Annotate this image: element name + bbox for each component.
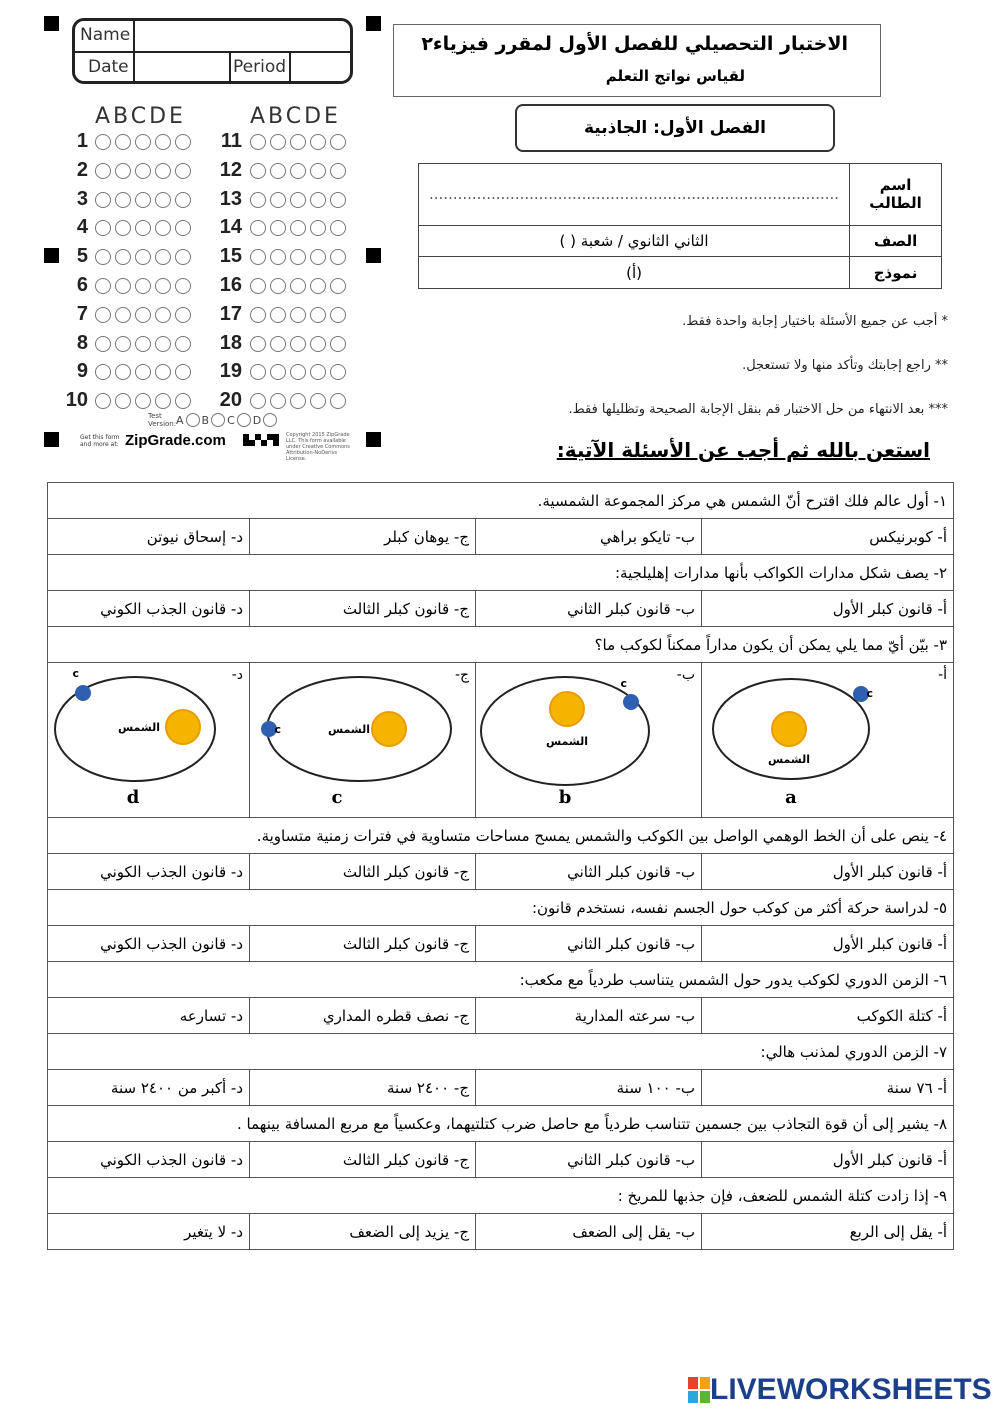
answer-bubble[interactable]	[155, 134, 171, 150]
q6-option-b[interactable]: ب- سرعته المدارية	[476, 998, 702, 1034]
q3-option-d[interactable]	[48, 663, 250, 818]
get-form-text: Get this form and more at:	[80, 434, 120, 448]
answer-bubble[interactable]	[310, 364, 326, 380]
answer-bubble[interactable]	[155, 307, 171, 323]
liveworksheets-icon	[688, 1377, 710, 1403]
answer-bubble[interactable]	[290, 163, 306, 179]
liveworksheets-logo	[688, 1373, 992, 1407]
answer-bubble-row	[95, 192, 191, 208]
answer-bubble[interactable]	[95, 134, 111, 150]
q5-option-a[interactable]: أ- قانون كبلر الأول	[702, 926, 954, 962]
q4-option-b[interactable]: ب- قانون كبلر الثاني	[476, 854, 702, 890]
answer-number: 4	[76, 216, 88, 239]
sun-label: الشمس	[768, 753, 811, 766]
answer-number: 16	[219, 274, 242, 296]
answer-bubble[interactable]	[135, 393, 151, 409]
answer-bubble[interactable]	[330, 393, 346, 409]
answer-bubble[interactable]	[155, 364, 171, 380]
answer-bubble[interactable]	[155, 220, 171, 236]
column-letters-left: ABCDE	[95, 104, 186, 129]
version-d-label: D	[252, 413, 262, 427]
question-6: ٦- الزمن الدوري لكوكب يدور حول الشمس يتناسب طردياً مع مكعب:	[48, 962, 954, 998]
version-a-label: A	[176, 413, 184, 427]
q2-option-a[interactable]: أ- قانون كبلر الأول	[702, 591, 954, 627]
q3-option-c[interactable]	[250, 663, 476, 818]
q1-option-d[interactable]: د- إسحاق نيوتن	[48, 519, 250, 555]
answer-bubble[interactable]	[135, 249, 151, 265]
q3-option-c-label: ج-	[454, 667, 470, 683]
question-3: ٣- بيّن أيّ مما يلي يمكن أن يكون مداراً ممكناً لكوكب ما؟	[48, 627, 954, 663]
answer-bubble[interactable]	[95, 278, 111, 294]
answer-bubble[interactable]	[95, 364, 111, 380]
q5-option-b[interactable]: ب- قانون كبلر الثاني	[476, 926, 702, 962]
registration-mark	[366, 16, 381, 31]
answer-bubble[interactable]	[330, 134, 346, 150]
q9-option-c[interactable]: ج- يزيد إلى الضعف	[250, 1214, 476, 1250]
answer-bubble-row	[250, 134, 346, 150]
planet-label: c	[866, 687, 874, 700]
questions-prompt: استعن بالله ثم أجب عن الأسئلة الآتية:	[556, 438, 930, 462]
answer-bubble-row	[250, 192, 346, 208]
q1-option-a[interactable]: أ- كوبرنيكس	[702, 519, 954, 555]
answer-bubble[interactable]	[290, 134, 306, 150]
q3-option-a-label: أ-	[938, 667, 948, 683]
q3-option-b-label: ب-	[676, 667, 696, 683]
answer-bubble[interactable]	[310, 278, 326, 294]
q5-option-d[interactable]: د- قانون الجذب الكوني	[48, 926, 250, 962]
answer-bubble[interactable]	[250, 336, 266, 352]
class-label: الصف	[850, 225, 942, 257]
q7-option-a[interactable]: أ- ٧٦ سنة	[702, 1070, 954, 1106]
answer-bubble[interactable]	[270, 336, 286, 352]
answer-bubble-row	[95, 249, 191, 265]
answer-bubble[interactable]	[250, 134, 266, 150]
answer-number: 15	[219, 245, 242, 268]
answer-number: 17	[219, 302, 242, 325]
answer-bubble-row	[250, 278, 346, 294]
answer-bubble-row	[250, 249, 346, 265]
caption-c: c	[331, 787, 343, 808]
questions-table	[47, 482, 954, 1250]
answer-number: 9	[76, 360, 88, 383]
copyright-text: Copyright 2015 ZipGrade LLC. This form available under Creative Commons Attribution-NoDerivs License.	[286, 432, 350, 462]
q7-option-d[interactable]: د- أكبر من ٢٤٠٠ سنة	[48, 1070, 250, 1106]
answer-bubble[interactable]	[135, 163, 151, 179]
question-2: ٢- يصف شكل مدارات الكواكب بأنها مدارات إهليلجية:	[48, 555, 954, 591]
registration-mark	[44, 248, 59, 263]
q6-option-d[interactable]: د- تسارعه	[48, 998, 250, 1034]
q2-option-d[interactable]: د- قانون الجذب الكوني	[48, 591, 250, 627]
answer-bubble[interactable]	[115, 278, 131, 294]
q9-option-d[interactable]: د- لا يتغير	[48, 1214, 250, 1250]
answer-bubble[interactable]	[250, 278, 266, 294]
answer-bubble[interactable]	[290, 307, 306, 323]
planet-label: c	[72, 667, 80, 680]
q7-option-c[interactable]: ج- ٢٤٠٠ سنة	[250, 1070, 476, 1106]
answer-bubble[interactable]	[175, 134, 191, 150]
answer-number: 2	[76, 158, 88, 181]
name-label: Name	[80, 25, 131, 45]
exam-subtitle: لقياس نواتج التعلم	[605, 67, 745, 85]
answer-bubble[interactable]	[330, 307, 346, 323]
name-date-box	[72, 18, 353, 84]
column-letters-right: ABCDE	[250, 104, 341, 129]
answer-bubble[interactable]	[95, 249, 111, 265]
version-b-label: B	[201, 413, 210, 427]
q9-option-a[interactable]: أ- يقل إلى الربع	[702, 1214, 954, 1250]
q4-option-c[interactable]: ج- قانون كبلر الثالث	[250, 854, 476, 890]
q8-option-b[interactable]: ب- قانون كبلر الثاني	[476, 1142, 702, 1178]
planet-label: c	[274, 723, 282, 736]
chapter-title: الفصل الأول: الجاذبية	[515, 104, 835, 152]
answer-bubble[interactable]	[175, 364, 191, 380]
answer-bubble[interactable]	[330, 249, 346, 265]
q3-option-a[interactable]	[702, 663, 954, 818]
answer-number: 3	[76, 187, 88, 210]
version-bubbles	[176, 413, 277, 427]
answer-number: 10	[65, 389, 88, 412]
answer-bubble[interactable]	[310, 307, 326, 323]
q1-option-b[interactable]: ب- تايكو براهي	[476, 519, 702, 555]
answer-number: 5	[76, 245, 88, 268]
answer-bubble[interactable]	[270, 249, 286, 265]
answer-bubble[interactable]	[330, 278, 346, 294]
answer-bubble[interactable]	[290, 364, 306, 380]
instruction-1: * أجب عن جميع الأسئلة باختيار إجابة واحدة فقط.	[682, 314, 948, 329]
answer-bubble[interactable]	[115, 249, 131, 265]
registration-mark	[366, 432, 381, 447]
zipgrade-brand: ZipGrade.com	[125, 432, 226, 449]
question-5: ٥- لدراسة حركة أكثر من كوكب حول الجسم نفسه، نستخدم قانون:	[48, 890, 954, 926]
answer-bubble-row	[250, 163, 346, 179]
question-1: ١- أول عالم فلك اقترح أنّ الشمس هي مركز المجموعة الشمسية.	[48, 483, 954, 519]
answer-bubble[interactable]	[115, 220, 131, 236]
answer-bubble[interactable]	[270, 220, 286, 236]
answer-number: 19	[219, 360, 242, 383]
answer-number: 14	[219, 216, 242, 239]
answer-bubble[interactable]	[290, 192, 306, 208]
answer-number: 11	[220, 130, 242, 152]
registration-mark	[44, 432, 59, 447]
liveworksheets-text: LIVEWORKSHEETS	[710, 1373, 992, 1406]
q1-option-c[interactable]: ج- يوهان كبلر	[250, 519, 476, 555]
version-c-label: C	[227, 413, 235, 427]
q8-option-c[interactable]: ج- قانون كبلر الثالث	[250, 1142, 476, 1178]
answer-bubble[interactable]	[155, 393, 171, 409]
answer-bubble[interactable]	[155, 163, 171, 179]
answer-bubble-row	[250, 393, 346, 409]
q8-option-d[interactable]: د- قانون الجذب الكوني	[48, 1142, 250, 1178]
question-7: ٧- الزمن الدوري لمذنب هالي:	[48, 1034, 954, 1070]
answer-bubble[interactable]	[95, 336, 111, 352]
caption-b: b	[558, 787, 572, 808]
sun-label: الشمس	[546, 735, 589, 748]
q2-option-b[interactable]: ب- قانون كبلر الثاني	[476, 591, 702, 627]
answer-bubble[interactable]	[250, 393, 266, 409]
answer-bubble[interactable]	[175, 249, 191, 265]
q3-option-b[interactable]	[476, 663, 702, 818]
orbit-diagram-d	[47, 663, 249, 813]
answer-bubble[interactable]	[115, 364, 131, 380]
answer-bubble-row	[95, 278, 191, 294]
answer-bubble[interactable]	[270, 192, 286, 208]
answer-bubble[interactable]	[95, 307, 111, 323]
answer-bubble[interactable]	[115, 393, 131, 409]
answer-bubble[interactable]	[270, 307, 286, 323]
answer-bubble[interactable]	[155, 249, 171, 265]
question-9: ٩- إذا زادت كتلة الشمس للضعف، فإن جذبها للمريخ :	[48, 1178, 954, 1214]
answer-bubble[interactable]	[155, 192, 171, 208]
orbit-diagram-c	[249, 663, 475, 813]
answer-bubble[interactable]	[250, 220, 266, 236]
answer-bubble[interactable]	[290, 336, 306, 352]
student-info-table	[418, 163, 942, 289]
answer-bubble[interactable]	[250, 163, 266, 179]
question-8: ٨- يشير إلى أن قوة التجاذب بين جسمين تتناسب طردياً مع حاصل ضرب كتلتيهما، وعكسياً مع مربع المسافة بينهما .	[48, 1106, 954, 1142]
model-value: (أ)	[419, 257, 850, 289]
answer-number: 20	[219, 389, 242, 412]
answer-bubble[interactable]	[270, 134, 286, 150]
planet-label: c	[620, 677, 628, 690]
answer-bubble[interactable]	[270, 163, 286, 179]
answer-bubble[interactable]	[250, 307, 266, 323]
q2-option-c[interactable]: ج- قانون كبلر الثالث	[250, 591, 476, 627]
answer-bubble[interactable]	[155, 336, 171, 352]
answer-bubble[interactable]	[95, 163, 111, 179]
sun-label: الشمس	[328, 723, 371, 736]
answer-bubble[interactable]	[95, 192, 111, 208]
student-name-field[interactable]: ......................................................................................	[419, 164, 850, 226]
answer-bubble[interactable]	[250, 364, 266, 380]
answer-bubble[interactable]	[310, 220, 326, 236]
answer-bubble-row	[95, 393, 191, 409]
answer-number: 13	[219, 187, 242, 210]
answer-number: 1	[76, 130, 88, 152]
answer-bubble[interactable]	[115, 163, 131, 179]
answer-bubble[interactable]	[330, 192, 346, 208]
caption-a: a	[785, 787, 797, 808]
answer-bubble[interactable]	[115, 307, 131, 323]
registration-mark	[44, 16, 59, 31]
answer-bubble[interactable]	[135, 220, 151, 236]
answer-bubble[interactable]	[95, 220, 111, 236]
q5-option-c[interactable]: ج- قانون كبلر الثالث	[250, 926, 476, 962]
version-a-bubble[interactable]	[186, 413, 200, 427]
answer-number: 12	[219, 158, 242, 181]
q7-option-b[interactable]: ب- ١٠٠ سنة	[476, 1070, 702, 1106]
answer-bubble-row	[95, 307, 191, 323]
answer-bubble[interactable]	[115, 192, 131, 208]
answer-bubble[interactable]	[290, 220, 306, 236]
answer-bubble[interactable]	[270, 278, 286, 294]
answer-bubble[interactable]	[310, 393, 326, 409]
answer-bubble[interactable]	[270, 393, 286, 409]
answer-bubble-row	[250, 220, 346, 236]
answer-bubble[interactable]	[330, 364, 346, 380]
version-d-bubble[interactable]	[263, 413, 277, 427]
answer-bubble-row	[250, 364, 346, 380]
orbit-diagram-a	[701, 663, 953, 813]
answer-bubble[interactable]	[135, 134, 151, 150]
answer-bubble[interactable]	[175, 307, 191, 323]
answer-bubble[interactable]	[330, 220, 346, 236]
answer-bubble-row	[95, 134, 191, 150]
answer-bubble[interactable]	[310, 134, 326, 150]
answer-bubble[interactable]	[135, 192, 151, 208]
period-label: Period	[233, 57, 287, 77]
answer-bubble[interactable]	[175, 393, 191, 409]
test-version-label: Test Version:	[148, 412, 177, 428]
answer-bubble[interactable]	[310, 163, 326, 179]
date-label: Date	[88, 57, 129, 77]
exam-title-box	[393, 24, 881, 97]
answer-bubble[interactable]	[250, 192, 266, 208]
answer-bubble[interactable]	[155, 278, 171, 294]
student-name-label: اسم الطالب	[850, 164, 942, 226]
answer-bubble-row	[250, 307, 346, 323]
answer-bubble[interactable]	[135, 307, 151, 323]
exam-title: الاختبار التحصيلي للفصل الأول لمقرر فيزياء٢	[421, 33, 848, 55]
answer-bubble[interactable]	[135, 364, 151, 380]
answer-bubble[interactable]	[330, 336, 346, 352]
answer-number: 18	[219, 331, 242, 354]
answer-bubble[interactable]	[175, 163, 191, 179]
q3-option-d-label: د-	[231, 667, 244, 683]
checker-mark	[243, 434, 279, 446]
q4-option-d[interactable]: د- قانون الجذب الكوني	[48, 854, 250, 890]
version-c-bubble[interactable]	[237, 413, 251, 427]
answer-number: 8	[76, 331, 88, 354]
answer-bubble[interactable]	[310, 249, 326, 265]
instruction-3: *** بعد الانتهاء من حل الاختبار قم بنقل الإجابة الصحيحة وتظليلها فقط.	[568, 402, 948, 417]
answer-bubble[interactable]	[175, 278, 191, 294]
sun-label: الشمس	[118, 721, 161, 734]
answer-bubble[interactable]	[175, 220, 191, 236]
instruction-2: ** راجع إجابتك وتأكد منها ولا تستعجل.	[742, 358, 948, 373]
question-4: ٤- ينص على أن الخط الوهمي الواصل بين الكوكب والشمس يمسح مساحات متساوية في فترات زمنية متساوية.	[48, 818, 954, 854]
answer-bubble[interactable]	[135, 278, 151, 294]
version-b-bubble[interactable]	[211, 413, 225, 427]
answer-bubble-row	[95, 364, 191, 380]
answer-bubble-row	[250, 336, 346, 352]
answer-bubble[interactable]	[330, 163, 346, 179]
answer-bubble[interactable]	[135, 336, 151, 352]
answer-number: 7	[76, 302, 88, 325]
class-value: الثاني الثانوي / شعبة ( )	[419, 225, 850, 257]
registration-mark	[366, 248, 381, 263]
q6-option-a[interactable]: أ- كتلة الكوكب	[702, 998, 954, 1034]
answer-bubble[interactable]	[270, 364, 286, 380]
answer-bubble[interactable]	[175, 336, 191, 352]
orbit-diagram-b	[475, 663, 701, 813]
answer-bubble[interactable]	[250, 249, 266, 265]
answer-bubble-row	[95, 220, 191, 236]
answer-bubble[interactable]	[115, 336, 131, 352]
q9-option-b[interactable]: ب- يقل إلى الضعف	[476, 1214, 702, 1250]
answer-bubble-row	[95, 336, 191, 352]
answer-bubble-row	[95, 163, 191, 179]
q6-option-c[interactable]: ج- نصف قطره المداري	[250, 998, 476, 1034]
answer-bubble[interactable]	[290, 393, 306, 409]
caption-d: d	[126, 787, 140, 808]
model-label: نموذج	[850, 257, 942, 289]
answer-bubble[interactable]	[290, 278, 306, 294]
answer-bubble[interactable]	[175, 192, 191, 208]
answer-bubble[interactable]	[95, 393, 111, 409]
q4-option-a[interactable]: أ- قانون كبلر الأول	[702, 854, 954, 890]
answer-bubble[interactable]	[115, 134, 131, 150]
answer-bubble[interactable]	[310, 336, 326, 352]
answer-bubble[interactable]	[310, 192, 326, 208]
answer-number: 6	[76, 274, 88, 296]
answer-bubble[interactable]	[290, 249, 306, 265]
q8-option-a[interactable]: أ- قانون كبلر الأول	[702, 1142, 954, 1178]
